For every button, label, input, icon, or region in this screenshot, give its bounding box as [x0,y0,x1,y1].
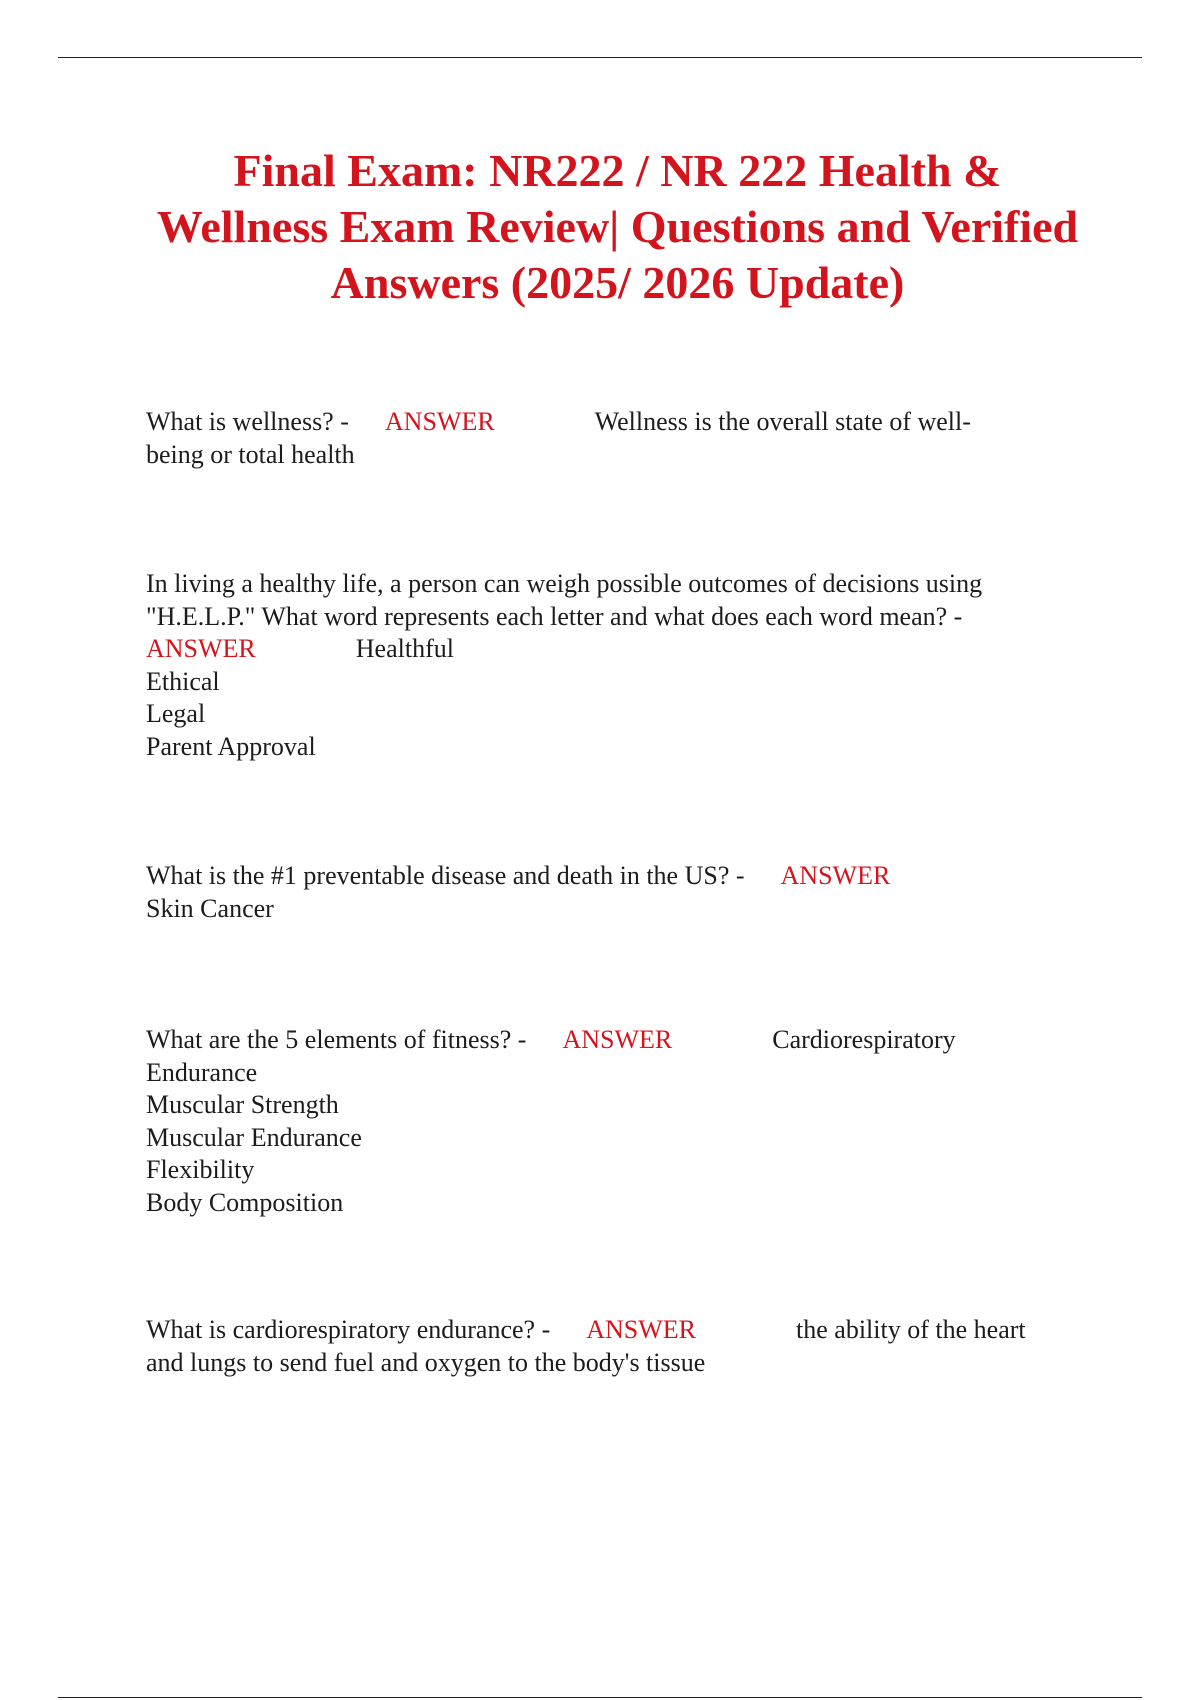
answer-text: the ability of the heart [796,1315,1026,1344]
document-title: Final Exam: NR222 / NR 222 Health & Wellness Exam Review| Questions and Verified Answers (2025/ 2026 Update) [156,145,1079,308]
answer-continuation: and lungs to send fuel and oxygen to the body's tissue [146,1347,706,1377]
qa-line [146,1024,1106,1057]
answer-text: Wellness is the overall state of well- [594,407,971,436]
answer-text: Healthful [355,634,454,663]
answer-text: Legal [146,699,206,728]
answer-label: ANSWER [586,1315,697,1344]
qa-line [146,406,1106,439]
qa-line [146,860,1106,893]
answer-text: Body Composition [146,1187,344,1217]
top-rule [58,57,1142,58]
answer-text: Skin Cancer [146,893,274,923]
answer-label: ANSWER [562,1025,673,1054]
answer-text: Ethical [146,666,220,696]
bottom-rule [58,1697,1142,1698]
qa-item-help [146,568,1106,763]
qa-item-fitness-elements [146,1024,1106,1219]
answer-text: Flexibility [146,1155,255,1184]
answer-label: ANSWER [780,861,891,890]
question-text: What are the 5 elements of fitness? - [146,1025,527,1054]
question-text: What is cardiorespiratory endurance? - [146,1315,551,1344]
qa-line [146,1314,1106,1347]
answer-text: Muscular Strength [146,1090,339,1119]
question-text: What is the #1 preventable disease and death in the US? - [146,861,745,890]
qa-item-preventable-disease [146,860,1106,925]
answer-label: ANSWER [384,407,495,436]
question-text: In living a healthy life, a person can weigh possible outcomes of decisions using [146,569,983,598]
answer-text: Parent Approval [146,731,316,761]
answer-label: ANSWER [146,634,256,663]
answer-continuation: being or total health [146,439,355,469]
answer-text: Cardiorespiratory [772,1025,956,1054]
qa-item-cardio-endurance [146,1314,1106,1379]
qa-line [146,633,1106,666]
answer-text: Muscular Endurance [146,1122,362,1152]
qa-item-wellness [146,406,1106,471]
question-text: What is wellness? - [146,407,349,436]
question-text: "H.E.L.P." What word represents each letter and what does each word mean? - [146,601,963,631]
answer-text: Endurance [146,1057,258,1087]
